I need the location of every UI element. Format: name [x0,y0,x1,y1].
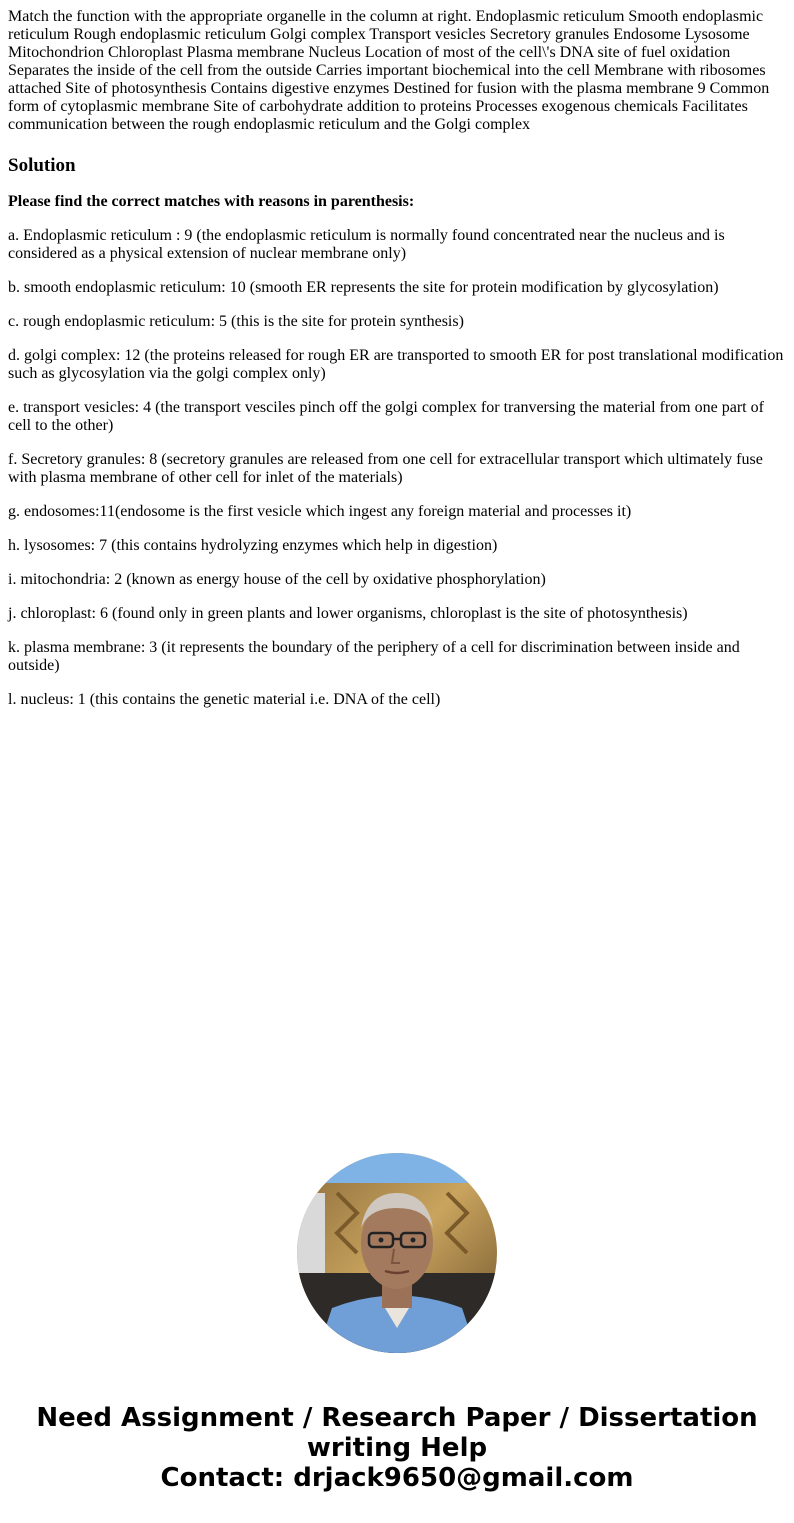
answer-item: l. nucleus: 1 (this contains the genetic material i.e. DNA of the cell) [8,691,441,708]
answer-item: f. Secretory granules: 8 (secretory granules are released from one cell for extracellular transport which ultimately fuse with plasma membrane of other cell for inlet of the materials) [8,451,763,486]
answer-item: b. smooth endoplasmic reticulum: 10 (smooth ER represents the site for protein modification by glycosylation) [8,279,719,296]
answer-item: d. golgi complex: 12 (the proteins released for rough ER are transported to smooth ER for post translational modification such as glycosylation via the golgi complex only) [8,347,784,382]
promo-banner [0,1403,794,1493]
promo-line: Need Assignment / Research Paper / Dissertation [36,1403,758,1433]
answer-item: g. endosomes:11(endosome is the first vesicle which ingest any foreign material and processes it) [8,503,632,520]
promo-line: writing Help [306,1433,488,1463]
solution-heading: Solution [8,155,76,176]
answer-item: i. mitochondria: 2 (known as energy house of the cell by oxidative phosphorylation) [8,571,546,588]
answer-item: a. Endoplasmic reticulum : 9 (the endoplasmic reticulum is normally found concentrated near the nucleus and is considered as a physical extension of nuclear membrane only) [8,227,725,262]
tutor-avatar [297,1153,497,1353]
answer-item: j. chloroplast: 6 (found only in green plants and lower organisms, chloroplast is the site of photosynthesis) [8,605,688,622]
contact-line: Contact: drjack9650@gmail.com [160,1463,634,1493]
answer-item: e. transport vesicles: 4 (the transport vesciles pinch off the golgi complex for tranversing the material from one part of cell to the other) [8,399,764,434]
answer-item: h. lysosomes: 7 (this contains hydrolyzing enzymes which help in digestion) [8,537,498,554]
document-body [8,8,786,725]
answer-item: k. plasma membrane: 3 (it represents the boundary of the periphery of a cell for discrimination between inside and outside) [8,639,740,674]
solution-intro: Please find the correct matches with reasons in parenthesis: [8,193,415,210]
portrait-image [297,1153,497,1353]
answer-item: c. rough endoplasmic reticulum: 5 (this is the site for protein synthesis) [8,313,464,330]
question-text: Match the function with the appropriate organelle in the column at right. Endoplasmic reticulum Smooth endoplasmic reticulum Rough endoplasmic reticulum Golgi complex Transport vesicles Secretory granules Endosome Lysosome Mitochondrion Chloroplast Plasma membrane Nucleus Location of most of the cell\'s DNA site of fuel oxidation Separates the inside of the cell from the outside Carries important biochemical into the cell Membrane with ribosomes attached Site of photosynthesis Contains digestive enzymes Destined for fusion with the plasma membrane 9 Common form of cytoplasmic membrane Site of carbohydrate addition to proteins Processes exogenous chemicals Facilitates communication between the rough endoplasmic reticulum and the Golgi complex [8,8,770,133]
